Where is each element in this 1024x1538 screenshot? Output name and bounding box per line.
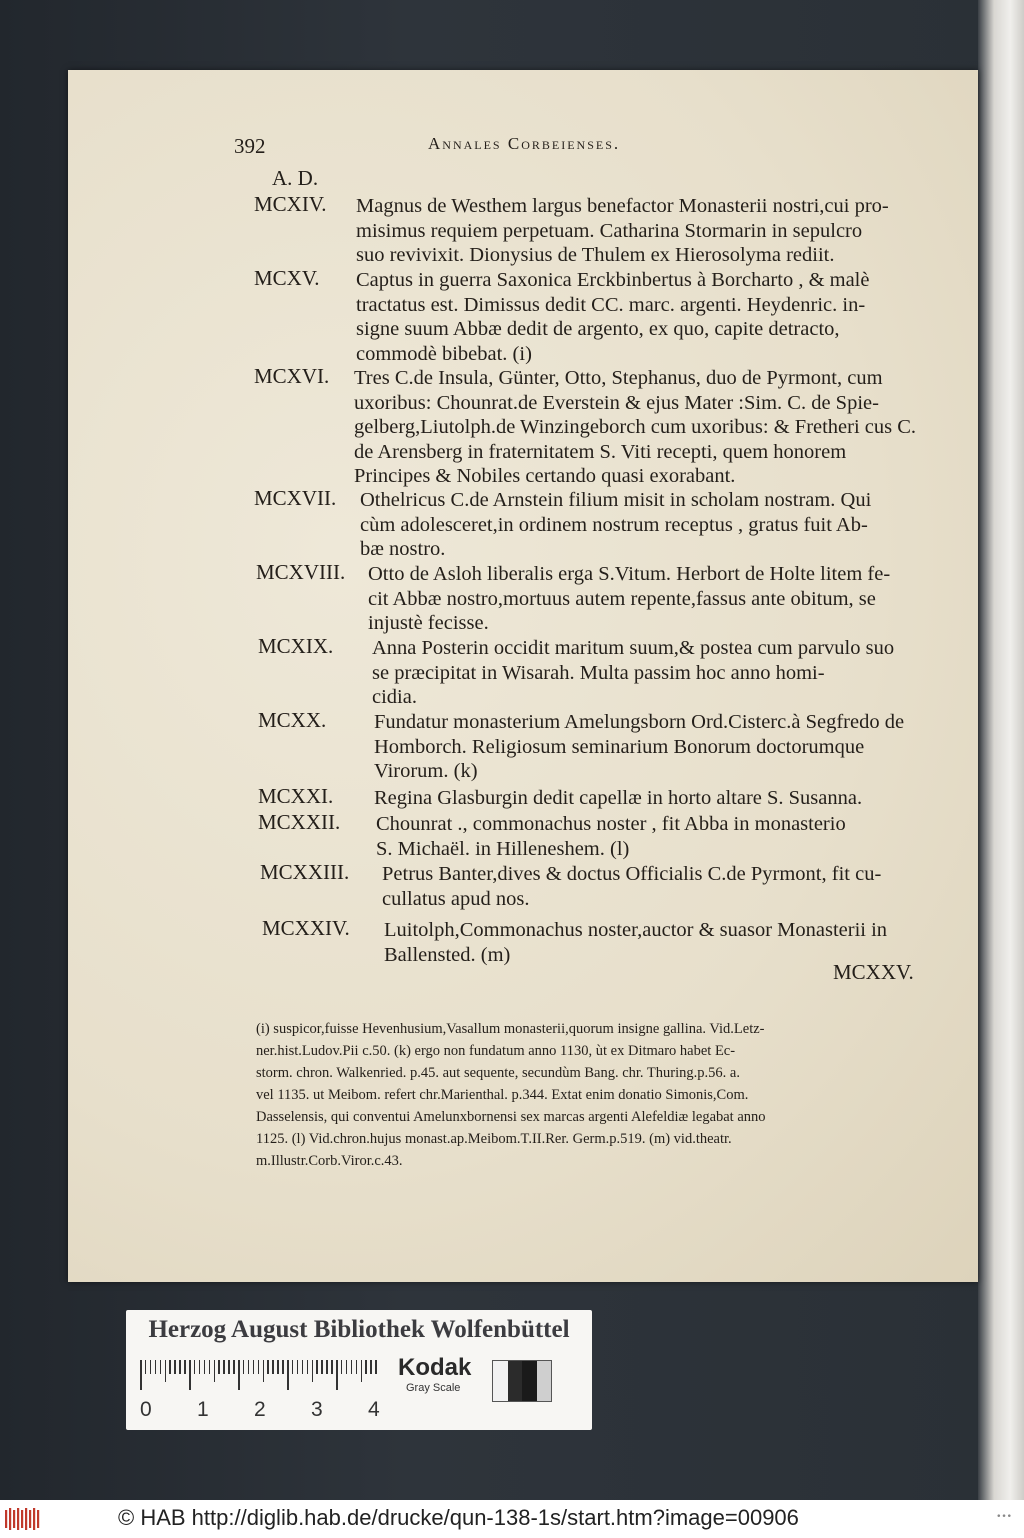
- entry-text: [374, 786, 862, 811]
- ruler-numbers: [140, 1398, 390, 1422]
- ruler-tick: [199, 1360, 201, 1374]
- entry-text: [384, 918, 887, 967]
- entry-line: suo revivixit. Dionysius de Thulem ex Hierosolyma rediit.: [356, 244, 835, 267]
- entry-line: cullatus apud nos.: [382, 887, 530, 910]
- entry-year: MCXXII.: [258, 810, 341, 834]
- entry-text: [372, 636, 894, 710]
- entry-line: Principes & Nobiles certando quasi exorabant.: [354, 465, 736, 488]
- book-edge: [978, 0, 1024, 1500]
- footnote-line: vel 1135. ut Meibom. refert chr.Marienthal. p.344. Extat enim donatio Simonis,Com.: [256, 1087, 749, 1103]
- entry-line: cidia.: [372, 686, 417, 709]
- gray-scale-patches: [492, 1360, 552, 1402]
- ruler-tick: [316, 1360, 318, 1374]
- ruler-tick: [370, 1360, 372, 1374]
- ruler-tick: [184, 1360, 186, 1374]
- ruler-tick: [282, 1360, 284, 1374]
- entry-text: [374, 710, 904, 784]
- ruler-number: 4: [368, 1398, 380, 1421]
- entry-line: Homborch. Religiosum seminarium Bonorum doctorumque: [374, 735, 865, 758]
- ruler-tick: [258, 1360, 260, 1374]
- entry-text: [354, 366, 916, 489]
- footnotes: [256, 1018, 766, 1172]
- entry-line: injustè fecisse.: [368, 612, 489, 635]
- footnote-line: 1125. (l) Vid.chron.hujus monast.ap.Meibom.T.II.Rer. Germ.p.519. (m) vid.theatr.: [256, 1131, 732, 1147]
- ruler-tick: [140, 1360, 142, 1390]
- ruler-tick: [214, 1360, 216, 1382]
- entry-year: MCXX.: [258, 708, 327, 732]
- entry-line: de Arensberg in fraternitatem S. Viti recepti, quem honorem: [354, 440, 847, 463]
- ruler-tick: [204, 1360, 206, 1374]
- ruler-tick: [321, 1360, 323, 1374]
- ruler-tick: [351, 1360, 353, 1374]
- entry-year: MCXIV.: [254, 192, 327, 216]
- ruler-tick: [150, 1360, 152, 1374]
- entry-line: Virorum. (k): [374, 760, 478, 783]
- ruler-number: 3: [311, 1398, 323, 1421]
- entry-line: Captus in guerra Saxonica Erckbinbertus à Borcharto , & malè: [356, 269, 870, 291]
- footnote-line: storm. chron. Walkenried. p.45. aut sequente, secundùm Bang. chr. Thuring.p.56. a.: [256, 1065, 740, 1081]
- ruler-tick: [375, 1360, 377, 1374]
- ruler-tick: [145, 1360, 147, 1374]
- entry-line: Ballensted. (m): [384, 943, 511, 966]
- hab-logo-icon: [4, 1506, 44, 1532]
- entry-line: se præcipitat in Wisarah. Multa passim hoc anno homi-: [372, 661, 825, 684]
- ruler-ticks: [140, 1358, 380, 1392]
- ruler-tick: [179, 1360, 181, 1374]
- ad-label: A. D.: [272, 166, 319, 190]
- kodak-brand: Kodak: [398, 1354, 472, 1381]
- gray-patch: [493, 1361, 508, 1401]
- ruler-tick: [218, 1360, 220, 1374]
- footnote-line: m.Illustr.Corb.Viror.c.43.: [256, 1153, 403, 1169]
- entry-year: MCXVII.: [254, 486, 337, 510]
- catchword: MCXXV.: [833, 960, 914, 984]
- footnote-line: Dasselensis, qui conventui Amelunxbornensi sex marcas argenti Alefeldiæ legabat anno: [256, 1109, 766, 1125]
- ruler-tick: [223, 1360, 225, 1374]
- entry-year: MCXXI.: [258, 784, 334, 808]
- ruler-tick: [253, 1360, 255, 1374]
- footer-bar: [0, 1500, 1024, 1538]
- ruler: [140, 1358, 400, 1421]
- ruler-tick: [160, 1360, 162, 1374]
- entry-year: MCXVIII.: [256, 560, 346, 584]
- ruler-tick: [331, 1360, 333, 1374]
- entry-text: [356, 268, 869, 366]
- entry-year: MCXXIV.: [262, 916, 350, 940]
- ruler-tick: [267, 1360, 269, 1374]
- ruler-number: 0: [140, 1398, 152, 1421]
- ruler-tick: [189, 1360, 191, 1390]
- ruler-tick: [174, 1360, 176, 1374]
- ruler-tick: [356, 1360, 358, 1374]
- entry-line: Petrus Banter,dives & doctus Officialis C.de Pyrmont, fit cu-: [382, 863, 882, 885]
- entry-line: Fundatur monasterium Amelungsborn Ord.Cisterc.à Segfredo de: [374, 711, 905, 733]
- entry-line: S. Michaël. in Hilleneshem. (l): [376, 837, 630, 860]
- entry-line: commodè bibebat. (i): [356, 342, 532, 365]
- footer-copyright-link[interactable]: © HAB http://diglib.hab.de/drucke/qun-138-1s/start.htm?image=00906: [118, 1505, 799, 1530]
- entry-line: Anna Posterin occidit maritum suum,& postea cum parvulo suo: [372, 637, 895, 659]
- entry-text: [360, 488, 871, 562]
- entry-line: tractatus est. Dimissus dedit CC. marc. argenti. Heydenric. in-: [356, 293, 866, 316]
- library-name: Herzog August Bibliothek Wolfenbüttel: [148, 1316, 570, 1343]
- ruler-tick: [292, 1360, 294, 1374]
- ruler-tick: [312, 1360, 314, 1382]
- ruler-tick: [307, 1360, 309, 1374]
- gray-scale-label: Gray Scale: [406, 1382, 461, 1394]
- entry-text: [368, 562, 890, 636]
- entry-line: Chounrat ., commonachus noster , fit Abba in monasterio: [376, 813, 846, 835]
- gray-patch: [522, 1361, 537, 1401]
- entry-line: bæ nostro.: [360, 538, 446, 561]
- entry-year: MCXXIII.: [260, 860, 350, 884]
- entry-line: signe suum Abbæ dedit de argento, ex quo, capite detracto,: [356, 318, 840, 341]
- ruler-tick: [194, 1360, 196, 1374]
- ruler-tick: [248, 1360, 250, 1374]
- ruler-tick: [155, 1360, 157, 1374]
- entry-line: Tres C.de Insula, Günter, Otto, Stephanus, duo de Pyrmont, cum: [354, 367, 883, 389]
- ruler-tick: [297, 1360, 299, 1374]
- entry-line: uxoribus: Chounrat.de Everstein & ejus Mater :Sim. C. de Spie-: [354, 391, 879, 414]
- entry-line: Luitolph,Commonachus noster,auctor & suasor Monasterii in: [384, 919, 888, 941]
- entry-text: [356, 194, 889, 268]
- ruler-tick: [272, 1360, 274, 1374]
- color-calibration-chart: [126, 1310, 592, 1430]
- ruler-tick: [365, 1360, 367, 1374]
- ruler-tick: [302, 1360, 304, 1374]
- ruler-tick: [341, 1360, 343, 1374]
- ruler-tick: [243, 1360, 245, 1374]
- entry-text: [376, 812, 846, 861]
- ruler-tick: [238, 1360, 240, 1390]
- ruler-tick: [361, 1360, 363, 1382]
- ruler-number: 1: [197, 1398, 209, 1421]
- entry-year: MCXV.: [254, 266, 320, 290]
- ruler-tick: [277, 1360, 279, 1374]
- entry-line: Otto de Asloh liberalis erga S.Vitum. Herbort de Holte litem fe-: [368, 563, 891, 585]
- ruler-number: 2: [254, 1398, 266, 1421]
- entry-line: gelberg,Liutolph.de Winzingeborch cum uxoribus: & Fretheri cus C.: [354, 416, 917, 439]
- footnote-line: (i) suspicor,fuisse Hevenhusium,Vasallum monasterii,quorum insigne gallina. Vid.Letz-: [256, 1021, 765, 1037]
- page-number: 392: [234, 134, 266, 158]
- ruler-tick: [346, 1360, 348, 1374]
- ruler-tick: [233, 1360, 235, 1374]
- ruler-tick: [336, 1360, 338, 1390]
- ruler-tick: [326, 1360, 328, 1374]
- entry-year: MCXIX.: [258, 634, 334, 658]
- entry-year: MCXVI.: [254, 364, 330, 388]
- entry-line: Magnus de Westhem largus benefactor Monasterii nostri,cui pro-: [356, 195, 889, 217]
- ruler-tick: [287, 1360, 289, 1390]
- entry-line: Othelricus C.de Arnstein filium misit in scholam nostram. Qui: [360, 489, 872, 511]
- gray-patch: [537, 1361, 552, 1401]
- ruler-tick: [209, 1360, 211, 1374]
- footer-dots: •••: [996, 1512, 1012, 1522]
- entry-line: Regina Glasburgin dedit capellæ in horto altare S. Susanna.: [374, 787, 863, 809]
- ruler-tick: [165, 1360, 167, 1382]
- entry-line: misimus requiem perpetuam. Catharina Stormarin in sepulcro: [356, 219, 863, 242]
- ruler-tick: [228, 1360, 230, 1374]
- ruler-tick: [263, 1360, 265, 1382]
- book-page: [68, 70, 978, 1282]
- running-head: Annales Corbeienses.: [428, 134, 621, 153]
- entry-line: cùm adolesceret,in ordinem nostrum receptus , gratus fuit Ab-: [360, 513, 868, 536]
- entry-text: [382, 862, 881, 911]
- entry-line: cit Abbæ nostro,mortuus autem repente,fassus ante obitum, se: [368, 587, 876, 610]
- ruler-tick: [169, 1360, 171, 1374]
- gray-patch: [508, 1361, 523, 1401]
- footnote-line: ner.hist.Ludov.Pii c.50. (k) ergo non fundatum anno 1130, ùt ex Ditmaro habet Ec-: [256, 1043, 736, 1059]
